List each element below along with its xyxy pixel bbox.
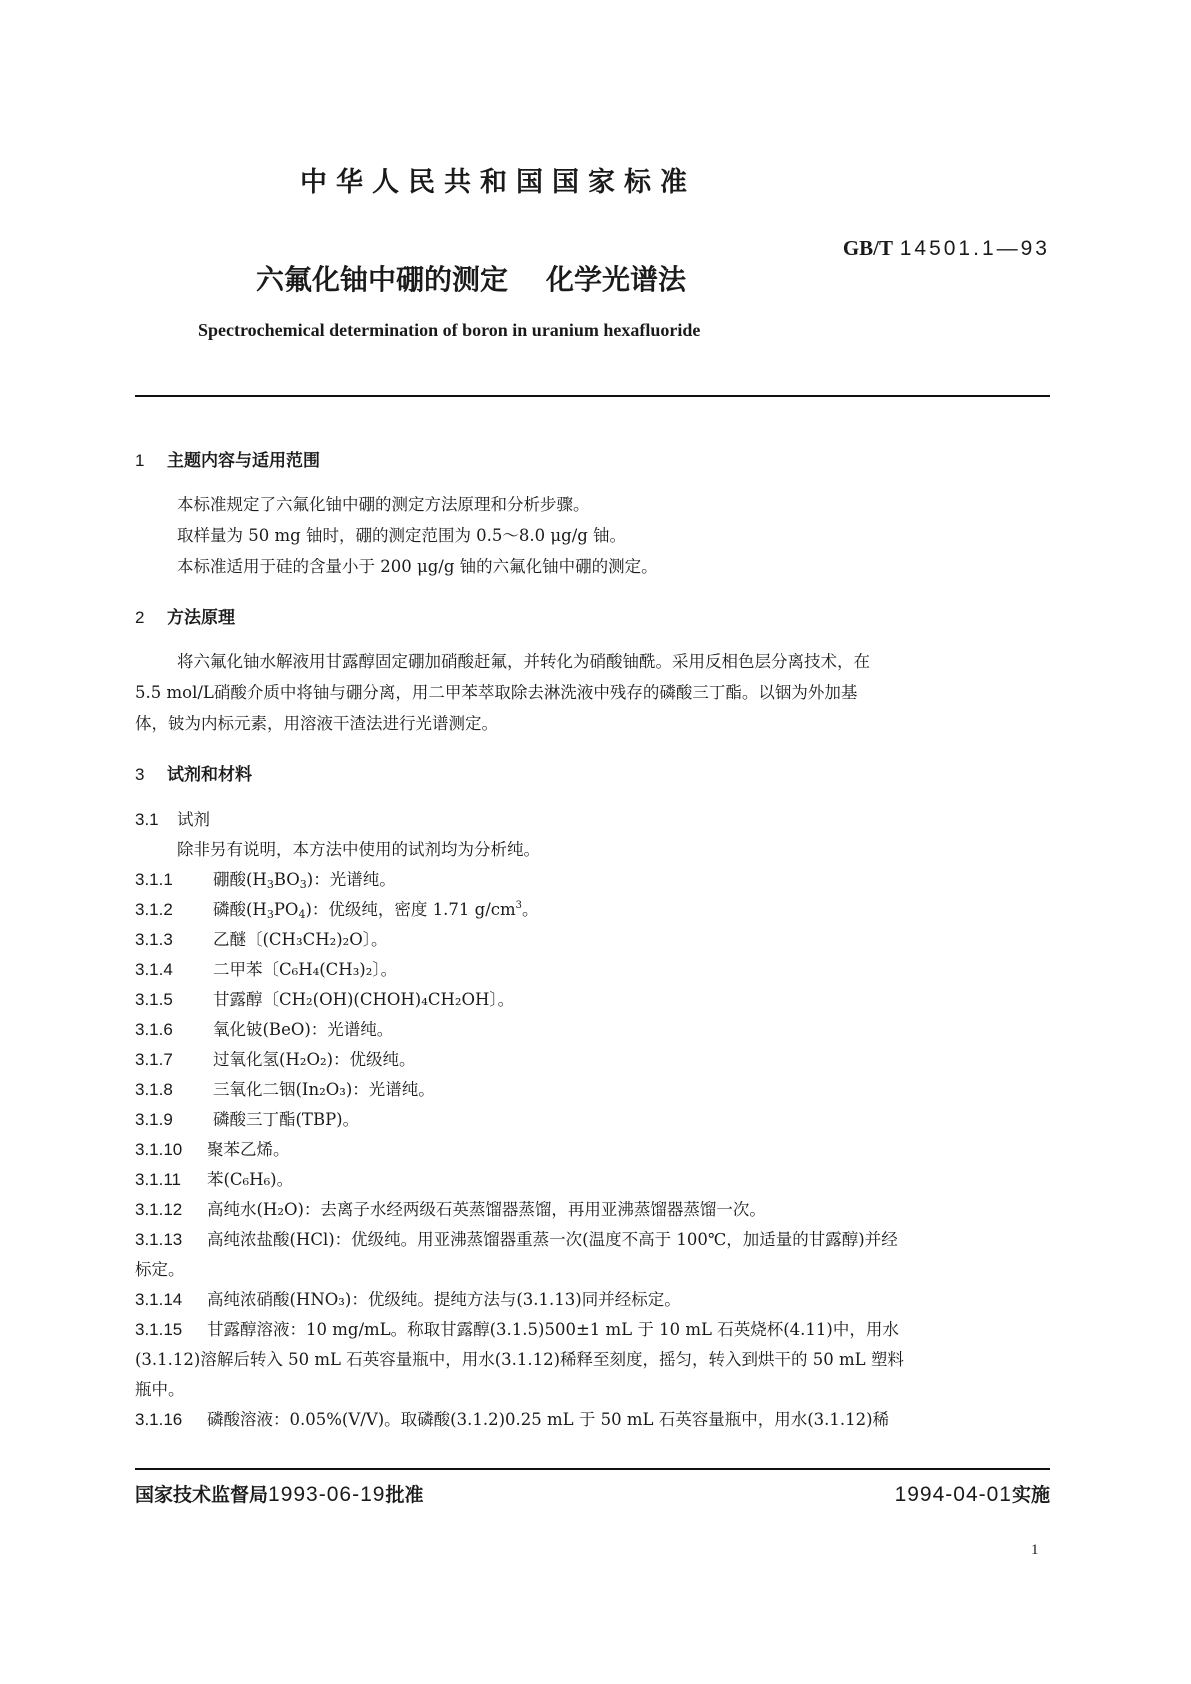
- item-number: 3.1.2: [135, 900, 173, 919]
- paragraph-line: 取样量为 50 mg 铀时，硼的测定范围为 0.5～8.0 μg/g 铀。: [177, 526, 627, 545]
- title-part2: 化学光谱法: [546, 263, 687, 296]
- list-item: [135, 1226, 898, 1250]
- item-text: PO: [273, 900, 299, 919]
- footer-rule: [135, 1468, 1050, 1470]
- paragraph-line: 5.5 mol/L硝酸介质中将铀与硼分离，用二甲苯萃取除去淋洗液中残存的磷酸三丁酯。以铟为外加基: [135, 683, 858, 702]
- item-number: 3.1.4: [135, 960, 173, 979]
- section-3-heading: [135, 760, 252, 785]
- list-item: [135, 896, 539, 921]
- item-text: 过氧化氢(H₂O₂)：优级纯。: [213, 1050, 416, 1069]
- item-text: 二甲苯〔C₆H₄(CH₃)₂〕。: [213, 960, 398, 979]
- header-rule: [135, 395, 1050, 397]
- item-text: BO: [273, 870, 300, 889]
- item-number: 3.1.16: [135, 1410, 183, 1429]
- item-number: 3.1.1: [135, 870, 173, 889]
- item-number: 3.1.7: [135, 1050, 173, 1069]
- list-item: [135, 1196, 766, 1220]
- subsection-3-1-heading: [135, 806, 210, 830]
- subsection-number: 3.1: [135, 810, 159, 829]
- item-text: 乙醚〔(CH₃CH₂)₂O〕。: [213, 930, 388, 949]
- item-text: 硼酸(H: [213, 870, 267, 889]
- section-1-heading: [135, 446, 320, 471]
- approval-date: 1993-06-19: [268, 1483, 386, 1506]
- title-part1: 六氟化铀中硼的测定: [256, 263, 509, 296]
- list-item: [135, 1136, 290, 1160]
- item-text: 磷酸溶液：0.05%(V/V)。取磷酸(3.1.2)0.25 mL 于 50 mL 石英容量瓶中，用水(3.1.12)稀: [207, 1410, 890, 1429]
- item-number: 3.1.9: [135, 1110, 173, 1129]
- item-text: 苯(C₆H₆)。: [207, 1170, 294, 1189]
- list-item: [135, 956, 397, 980]
- list-item: [135, 926, 388, 950]
- item-text: 聚苯乙烯。: [207, 1140, 290, 1159]
- section-2-heading: [135, 603, 235, 628]
- subscript: 3: [266, 908, 274, 921]
- item-number: 3.1.11: [135, 1170, 182, 1189]
- paragraph-line: 本标准适用于硅的含量小于 200 μg/g 铀的六氟化铀中硼的测定。: [177, 557, 658, 576]
- standard-code-prefix: GB/T: [842, 236, 894, 260]
- item-text: 。: [522, 900, 539, 919]
- approval-info: [135, 1480, 423, 1507]
- item-text: 磷酸(H: [213, 900, 267, 919]
- list-item: [135, 866, 396, 891]
- approving-authority: 国家技术监督局: [135, 1484, 269, 1506]
- item-text: 三氧化二铟(In₂O₃)：光谱纯。: [213, 1080, 435, 1099]
- list-item: [135, 1166, 293, 1190]
- section-title: 主题内容与适用范围: [167, 451, 320, 471]
- list-item: [135, 1286, 681, 1310]
- list-item: [135, 1076, 435, 1100]
- item-number: 3.1.15: [135, 1320, 183, 1339]
- list-item-continuation: (3.1.12)溶解后转入 50 mL 石英容量瓶中，用水(3.1.12)稀释至刻度，摇匀，转入到烘干的 50 mL 塑料: [135, 1350, 904, 1369]
- subscript: 4: [298, 908, 306, 921]
- english-title: Spectrochemical determination of boron in uranium hexafluoride: [198, 320, 701, 340]
- section-number: 1: [135, 451, 145, 470]
- document-title: [256, 258, 686, 298]
- item-number: 3.1.6: [135, 1020, 173, 1039]
- standard-code: [843, 236, 1050, 261]
- approval-label: 批准: [385, 1484, 424, 1506]
- item-text: )：优级纯，密度 1.71 g/cm: [305, 900, 516, 919]
- page-number: 1: [1031, 1542, 1039, 1558]
- effective-date: 1994-04-01: [894, 1483, 1012, 1506]
- paragraph-line: 将六氟化铀水解液用甘露醇固定硼加硝酸赶氟，并转化为硝酸铀酰。采用反相色层分离技术，在: [177, 652, 870, 671]
- item-text: 磷酸三丁酯(TBP)。: [213, 1110, 360, 1129]
- item-number: 3.1.12: [135, 1200, 183, 1219]
- paragraph-line: 体，铍为内标元素，用溶液干渣法进行光谱测定。: [135, 714, 498, 733]
- standard-code-number: 14501.1—93: [899, 237, 1050, 260]
- item-number: 3.1.13: [135, 1230, 183, 1249]
- section-title: 试剂和材料: [167, 765, 252, 785]
- list-item-continuation: 标定。: [135, 1260, 185, 1279]
- section-number: 2: [135, 608, 145, 627]
- list-item: [135, 986, 514, 1010]
- item-number: 3.1.5: [135, 990, 173, 1009]
- item-number: 3.1.3: [135, 930, 173, 949]
- subsection-title: 试剂: [177, 810, 210, 829]
- subscript: 3: [266, 878, 274, 891]
- national-standard-heading: 中华人民共和国国家标准: [300, 167, 696, 198]
- item-text: 高纯浓硝酸(HNO₃)：优级纯。提纯方法与(3.1.13)同并经标定。: [207, 1290, 681, 1309]
- item-text: 高纯浓盐酸(HCl)：优级纯。用亚沸蒸馏器重蒸一次(温度不高于 100℃，加适量的甘露醇)并经: [207, 1230, 898, 1249]
- section-title: 方法原理: [167, 608, 235, 628]
- item-text: )：光谱纯。: [306, 870, 396, 889]
- effective-info: [895, 1480, 1050, 1507]
- list-item-continuation: 瓶中。: [135, 1380, 185, 1399]
- item-text: 甘露醇溶液：10 mg/mL。称取甘露醇(3.1.5)500±1 mL 于 10 mL 石英烧杯(4.11)中，用水: [207, 1320, 899, 1339]
- subscript: 3: [299, 878, 307, 891]
- item-text: 甘露醇〔CH₂(OH)(CHOH)₄CH₂OH〕。: [213, 990, 515, 1009]
- list-item: [135, 1406, 889, 1430]
- item-text: 高纯水(H₂O)：去离子水经两级石英蒸馏器蒸馏，再用亚沸蒸馏器蒸馏一次。: [207, 1200, 766, 1219]
- list-item: [135, 1016, 393, 1040]
- section-number: 3: [135, 765, 145, 784]
- list-item: [135, 1106, 359, 1130]
- effective-label: 实施: [1011, 1484, 1050, 1506]
- paragraph-line: 除非另有说明，本方法中使用的试剂均为分析纯。: [177, 840, 540, 859]
- item-number: 3.1.8: [135, 1080, 173, 1099]
- item-text: 氧化铍(BeO)：光谱纯。: [213, 1020, 394, 1039]
- item-number: 3.1.10: [135, 1140, 183, 1159]
- list-item: [135, 1046, 416, 1070]
- paragraph-line: 本标准规定了六氟化铀中硼的测定方法原理和分析步骤。: [177, 495, 590, 514]
- item-number: 3.1.14: [135, 1290, 183, 1309]
- list-item: [135, 1316, 899, 1340]
- superscript: 3: [515, 900, 523, 911]
